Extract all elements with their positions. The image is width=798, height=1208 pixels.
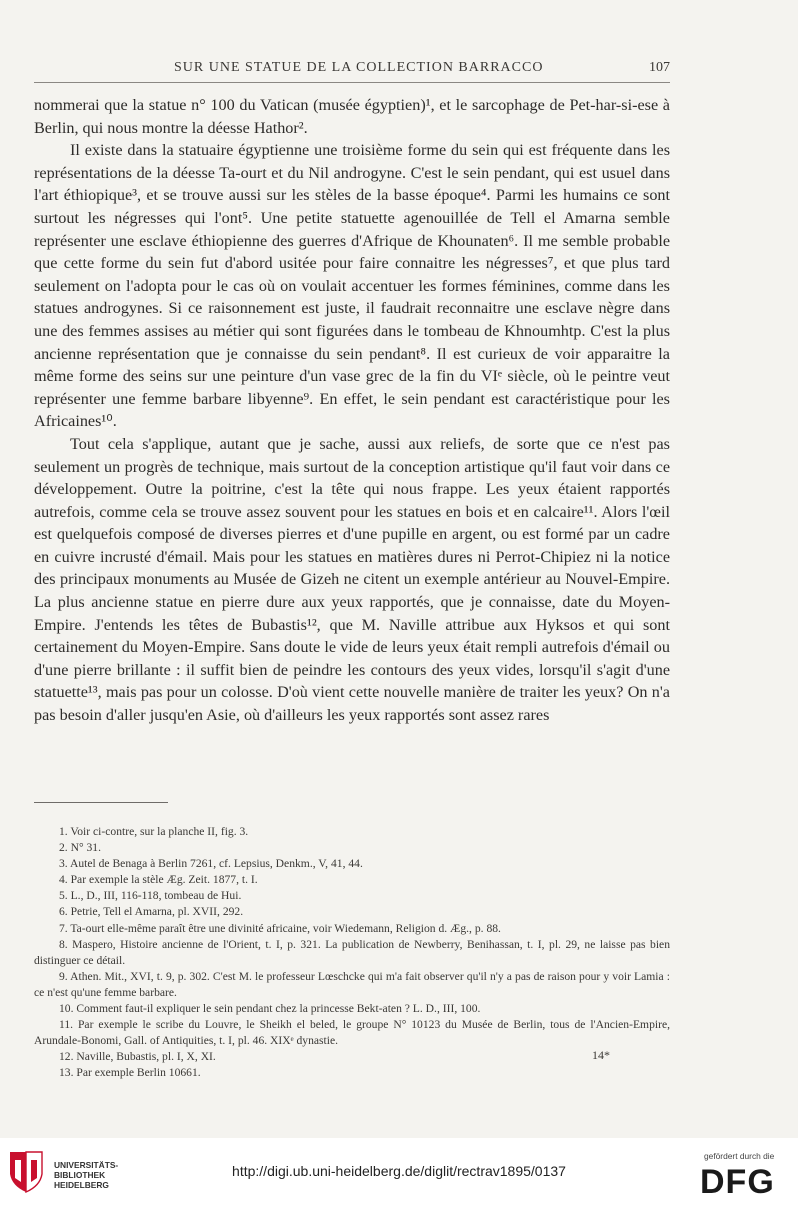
footnotes [34, 824, 670, 1082]
footnote: 1. Voir ci-contre, sur la planche II, fig. 3. [59, 825, 249, 838]
running-header [34, 60, 670, 80]
page-number: 107 [649, 60, 670, 75]
footnote: 12. Naville, Bubastis, pl. I, X, XI. [59, 1050, 216, 1064]
institution-line: BIBLIOTHEK [54, 1170, 106, 1180]
footnote: 11. Par exemple le scribe du Louvre, le Sheikh el beled, le groupe N° 10123 du Musée de Berlin, tous de l'Ancien-Empire, Arundale-Bonomi, Gall. of Antiquities, t. I, pl. 46. XIXᵉ dynastie. [34, 1018, 670, 1048]
footnote: 4. Par exemple la stèle Æg. Zeit. 1877, t. I. [59, 873, 258, 887]
header-rule [34, 82, 670, 83]
source-url-link[interactable]: http://digi.ub.uni-heidelberg.de/diglit/rectrav1895/0137 [232, 1163, 566, 1179]
paragraph-2: Il existe dans la statuaire égyptienne une troisième forme du sein qui est fréquente dans les représentations de la déesse Ta-ourt et du Nil androgyne. C'est le sein pendant, qui est usuel dans l'art éthiopique³, et se trouve aussi sur les stèles de la basse époque⁴. Parmi les humains ce sont surtout les négresses qui l'ont⁵. Une petite statuette agenouillée de Tell el Amarna semble représenter une esclave éthiopienne des guerres d'Afrique de Khounaten⁶. Il me semble probable que cette forme du sein fut d'abord usitée pour faire connaitre les négresses⁷, et que plus tard seulement on l'adopta pour le cas où on voulait accentuer les formes féminines, comme dans les statues androgynes. Si ce raisonnement est juste, il faudrait reconnaitre une esclave nègre dans une des femmes assises au métier qui sont figurées dans le tombeau de Khnoumhtp. C'est la plus ancienne représentation que je connaisse du sein pendant⁸. Il est curieux de voir apparaitre la même forme des seins sur une peinture d'un vase grec de la fin du VIᵉ siècle, où le peintre veut représenter une femme barbare libyenne⁹. En effet, le sein pendant est caractéristique pour les Africaines¹⁰. [34, 141, 670, 431]
footnote: 8. Maspero, Histoire ancienne de l'Orient, t. I, p. 321. La publication de Newberry, Benihassan, t. I, pl. 29, ne laisse pas bien distinguer ce détail. [34, 937, 670, 967]
footnote: 7. Ta-ourt elle-même paraît être une divinité africaine, voir Wiedemann, Religion d. Æg., p. 88. [59, 921, 501, 935]
signature-mark: 14* [592, 1048, 610, 1062]
footnote: 13. Par exemple Berlin 10661. [59, 1066, 201, 1080]
funding-caption: gefördert durch die [704, 1151, 775, 1161]
paragraph-1: nommerai que la statue n° 100 du Vatican (musée égyptien)¹, et le sarcophage de Pet-har-si-ese à Berlin, qui nous montre la déesse Hathor². [34, 96, 670, 137]
footnote: 5. L., D., III, 116-118, tombeau de Hui. [59, 889, 242, 903]
footnote: 9. Athen. Mit., XVI, t. 9, p. 302. C'est M. le professeur Lœschcke qui m'a fait observer qu'il n'y a pas de raison pour y voir Lamia : ce n'est qu'une femme barbare. [34, 969, 670, 999]
footnote: 3. Autel de Benaga à Berlin 7261, cf. Lepsius, Denkm., V, 41, 44. [59, 857, 363, 871]
institution-line: HEIDELBERG [54, 1180, 109, 1190]
paragraph-3: Tout cela s'applique, autant que je sache, aussi aux reliefs, de sorte que ce n'est pas seulement un progrès de technique, mais surtout de la conception artistique qu'il faut voir dans ce développement. Outre la poitrine, c'est la tête qui nous frappe. Les yeux étaient rapportés autrefois, comme cela se trouve assez souvent pour les statues en bois et en calcaire¹¹. Alors l'œil est quelquefois composé de diverses pierres et d'une pupille en argent, ou est formé par un cadre en cuivre incrusté d'émail. Mais pour les statues en matières dures ni Perrot-Chipiez ni la notice des principaux monuments au Musée de Gizeh ne citent un exemple antérieur au Nouvel-Empire. La plus ancienne statue en pierre dure aux yeux rapportés, que je connaisse, date du Moyen-Empire. J'entends les têtes de Bubastis¹², que M. Naville attribue aux Hyksos et qui sont certainement du Moyen-Empire. Sans doute le vide de leurs yeux était rempli autrefois d'émail ou d'une pierre brillante : il suffit bien de peindre les contours des yeux vides, lorsqu'il s'agit d'une statuette¹³, mais pas pour un colosse. D'où vient cette nouvelle manière de traiter les yeux? On n'a pas besoin d'aller jusqu'en Asie, où d'ailleurs les yeux rapportés sont assez rares [34, 434, 670, 725]
running-title: SUR UNE STATUE DE LA COLLECTION BARRACCO [174, 60, 544, 75]
footnote: 10. Comment faut-il expliquer le sein pendant chez la princesse Bekt-aten ? L. D., III, 100. [59, 1002, 481, 1016]
dfg-logo: DFG [700, 1163, 775, 1201]
institution-line: UNIVERSITÄTS- [54, 1160, 119, 1170]
footnote: 6. Petrie, Tell el Amarna, pl. XVII, 292. [59, 905, 244, 919]
main-text [34, 94, 670, 727]
footnote: 2. N° 31. [59, 841, 101, 855]
footnote-separator [34, 802, 168, 803]
